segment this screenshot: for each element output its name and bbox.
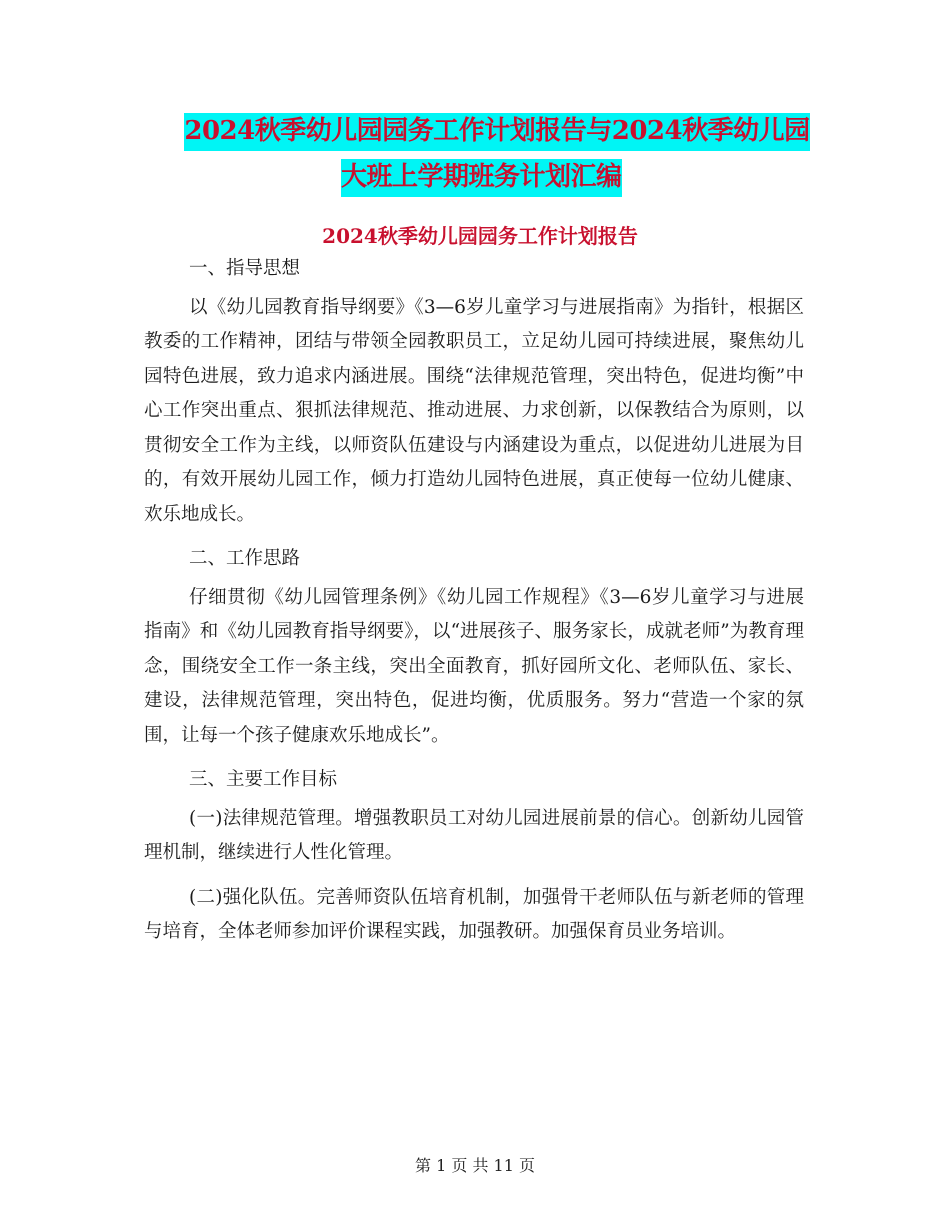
section-1-paragraph-1: 以《幼儿园教育指导纲要》《3—6岁儿童学习与进展指南》为指针，根据区教委的工作精神，团结与带领全园教职员工，立足幼儿园可持续进展，聚焦幼儿园特色进展，致力追求内涵进展。围绕“法律规范管理，突出特色，促进均衡”中心工作突出重点、狠抓法律规范、推动进展、力求创新，以保教结合为原则，以贯彻安全工作为主线，以师资队伍建设与内涵建设为重点，以促进幼儿进展为目的，有效开展幼儿园工作，倾力打造幼儿园特色进展，真正使每一位幼儿健康、欢乐地成长。	[144, 296, 804, 525]
section-heading-2: 二、工作思路	[189, 548, 301, 569]
document-body	[144, 258, 804, 960]
page-number-footer: 第 1 页 共 11 页	[415, 1156, 535, 1175]
title-line-1: 2024秋季幼儿园园务工作计划报告与2024秋季幼儿园	[0, 108, 950, 154]
section-2-paragraph-1: 仔细贯彻《幼儿园管理条例》《幼儿园工作规程》《3—6岁儿童学习与进展指南》和《幼儿园教育指导纲要》，以“进展孩子、服务家长，成就老师”为教育理念，围绕安全工作一条主线，突出全面教育，抓好园所文化、老师队伍、家长、建设，法律规范管理，突出特色，促进均衡，优质服务。努力“营造一个家的氛围，让每一个孩子健康欢乐地成长”。	[144, 586, 804, 746]
section-3-paragraph-2: (二)强化队伍。完善师资队伍培育机制，加强骨干老师队伍与新老师的管理与培育，全体老师参加评价课程实践，加强教研。加强保育员业务培训。	[144, 886, 804, 942]
section-heading-1: 一、指导思想	[189, 258, 301, 279]
report-subtitle: 2024秋季幼儿园园务工作计划报告	[322, 224, 638, 248]
section-heading-3: 三、主要工作目标	[189, 769, 338, 790]
section-3-paragraph-1: (一)法律规范管理。增强教职员工对幼儿园进展前景的信心。创新幼儿园管理机制，继续进行人性化管理。	[144, 807, 804, 863]
document-title	[0, 108, 950, 200]
title-line-2: 大班上学期班务计划汇编	[0, 154, 950, 200]
